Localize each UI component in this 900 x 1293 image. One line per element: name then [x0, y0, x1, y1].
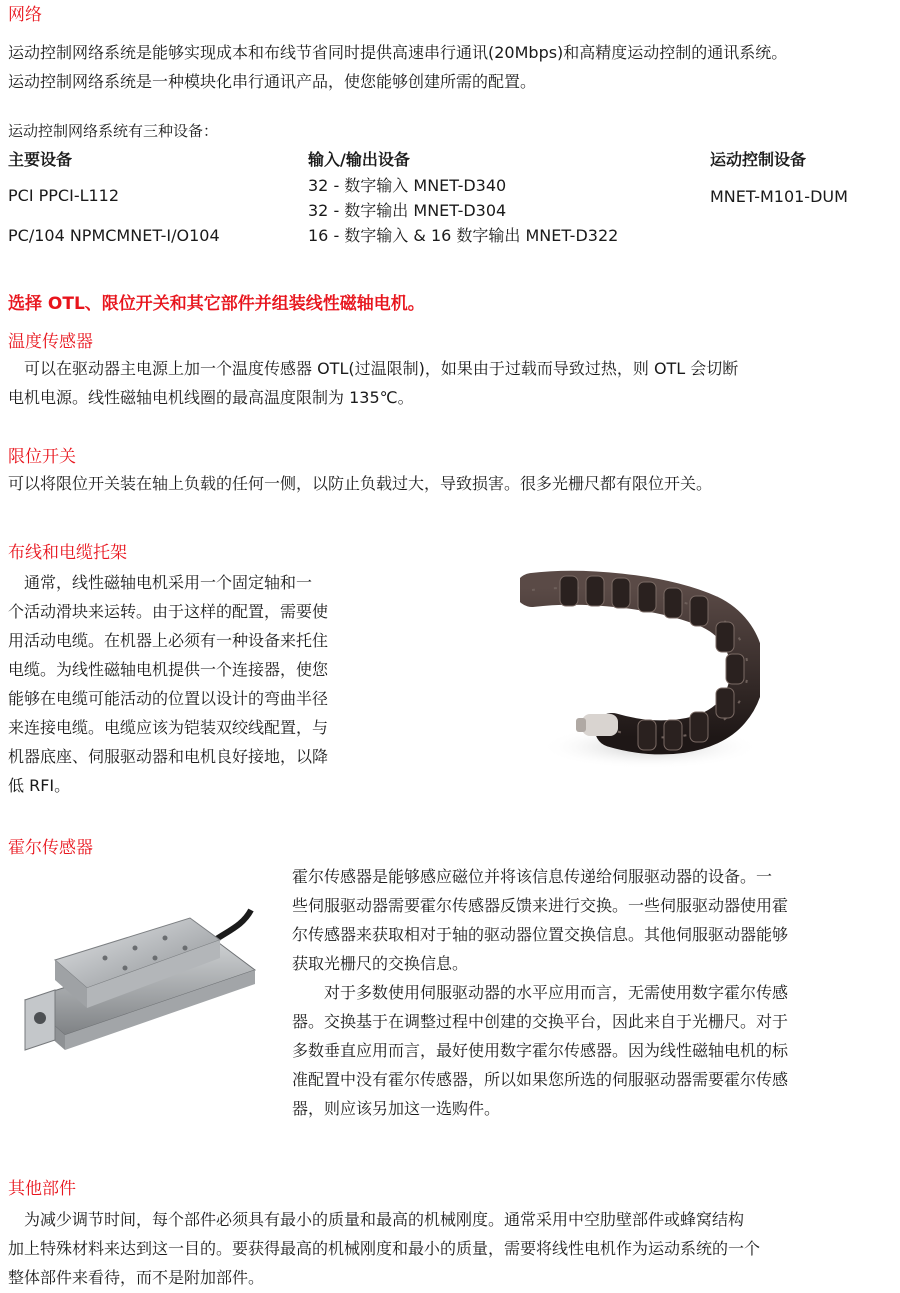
other-parts-paragraph — [8, 1205, 898, 1292]
hall-line: 准配置中没有霍尔传感器，所以如果您所选的伺服驱动器需要霍尔传感 — [292, 1070, 789, 1089]
other-line: 为减少调节时间，每个部件必须具有最小的质量和最高的机械刚度。通常采用中空肋壁部件或蜂窝结构 — [8, 1210, 745, 1229]
limit-switch-line-1: 可以将限位开关装在轴上负载的任何一侧，以防止负载过大，导致损害。很多光栅尺都有限位开关。 — [8, 474, 713, 493]
cable-line: 通常，线性磁轴电机采用一个固定轴和一 — [8, 573, 313, 592]
io-device-d322: 16 - 数字输入 & 16 数字输出 MNET-D322 — [308, 226, 619, 245]
io-device-d340: 32 - 数字输入 MNET-D340 — [308, 176, 507, 195]
cable-line: 用活动电缆。在机器上必须有一种设备来托住 — [8, 631, 329, 650]
cable-line: 个活动滑块来运转。由于这样的配置，需要使 — [8, 602, 329, 621]
hall-line: 多数垂直应用而言，最好使用数字霍尔传感器。因为线性磁轴电机的标 — [292, 1041, 789, 1060]
cable-carrier-paragraph — [8, 568, 388, 800]
network-paragraph-line-1: 运动控制网络系统是能够实现成本和布线节省同时提供高速串行通讯(20Mbps)和高精度运动控制的通讯系统。 — [8, 43, 788, 62]
cable-line: 机器底座、伺服驱动器和电机良好接地，以降 — [8, 747, 329, 766]
temperature-line-2: 电机电源。线性磁轴电机线圈的最高温度限制为 135℃。 — [8, 388, 414, 407]
hall-line: 尔传感器来获取相对于轴的驱动器位置交换信息。其他伺服驱动器能够 — [292, 925, 789, 944]
linear-stage-image — [15, 900, 265, 1070]
hall-line: 对于多数使用伺服驱动器的水平应用而言，无需使用数字霍尔传感 — [292, 983, 789, 1002]
hall-line: 器。交换基于在调整过程中创建的交换平台，因此来自于光栅尺。对于 — [292, 1012, 789, 1031]
column-header-io-devices: 输入/输出设备 — [308, 150, 410, 169]
io-device-d304: 32 - 数字输出 MNET-D304 — [308, 201, 507, 220]
cable-carrier-heading: 布线和电缆托架 — [8, 543, 127, 563]
temperature-sensor-heading: 温度传感器 — [8, 332, 93, 352]
limit-switch-heading: 限位开关 — [8, 447, 76, 467]
temperature-line-1: 可以在驱动器主电源上加一个温度传感器 OTL(过温限制)，如果由于过载而导致过热，则 OTL 会切断 — [8, 359, 739, 378]
hall-line: 获取光栅尺的交换信息。 — [292, 954, 469, 973]
hall-sensor-heading: 霍尔传感器 — [8, 838, 93, 858]
devices-intro: 运动控制网络系统有三种设备： — [8, 122, 219, 140]
hall-line: 霍尔传感器是能够感应磁位并将该信息传递给伺服驱动器的设备。一 — [292, 867, 773, 886]
column-header-main-devices: 主要设备 — [8, 150, 73, 169]
assembly-banner: 选择 OTL、限位开关和其它部件并组装线性磁轴电机。 — [8, 294, 425, 314]
network-heading: 网络 — [8, 5, 42, 25]
hall-line: 器，则应该另加这一选购件。 — [292, 1099, 501, 1118]
other-parts-heading: 其他部件 — [8, 1179, 76, 1199]
column-header-motion-devices: 运动控制设备 — [710, 150, 807, 169]
cable-line: 来连接电缆。电缆应该为铠装双绞线配置，与 — [8, 718, 329, 737]
other-line: 整体部件来看待，而不是附加部件。 — [8, 1268, 265, 1287]
main-device-pc104: PC/104 NPMCMNET-I/O104 — [8, 226, 220, 245]
cable-line: 低 RFI。 — [8, 776, 71, 795]
hall-line: 些伺服驱动器需要霍尔传感器反馈来进行交换。一些伺服驱动器使用霍 — [292, 896, 789, 915]
hall-sensor-paragraph — [292, 862, 892, 1123]
network-paragraph-line-2: 运动控制网络系统是一种模块化串行通讯产品，使您能够创建所需的配置。 — [8, 72, 537, 91]
main-device-pci: PCI PPCI-L112 — [8, 186, 120, 205]
motion-device-m101: MNET-M101-DUM — [710, 187, 848, 206]
cable-line: 电缆。为线性磁轴电机提供一个连接器，使您 — [8, 660, 329, 679]
other-line: 加上特殊材料来达到这一目的。要获得最高的机械刚度和最小的质量，需要将线性电机作为运动系统的一个 — [8, 1239, 761, 1258]
cable-carrier-image — [520, 562, 760, 777]
cable-line: 能够在电缆可能活动的位置以设计的弯曲半径 — [8, 689, 329, 708]
